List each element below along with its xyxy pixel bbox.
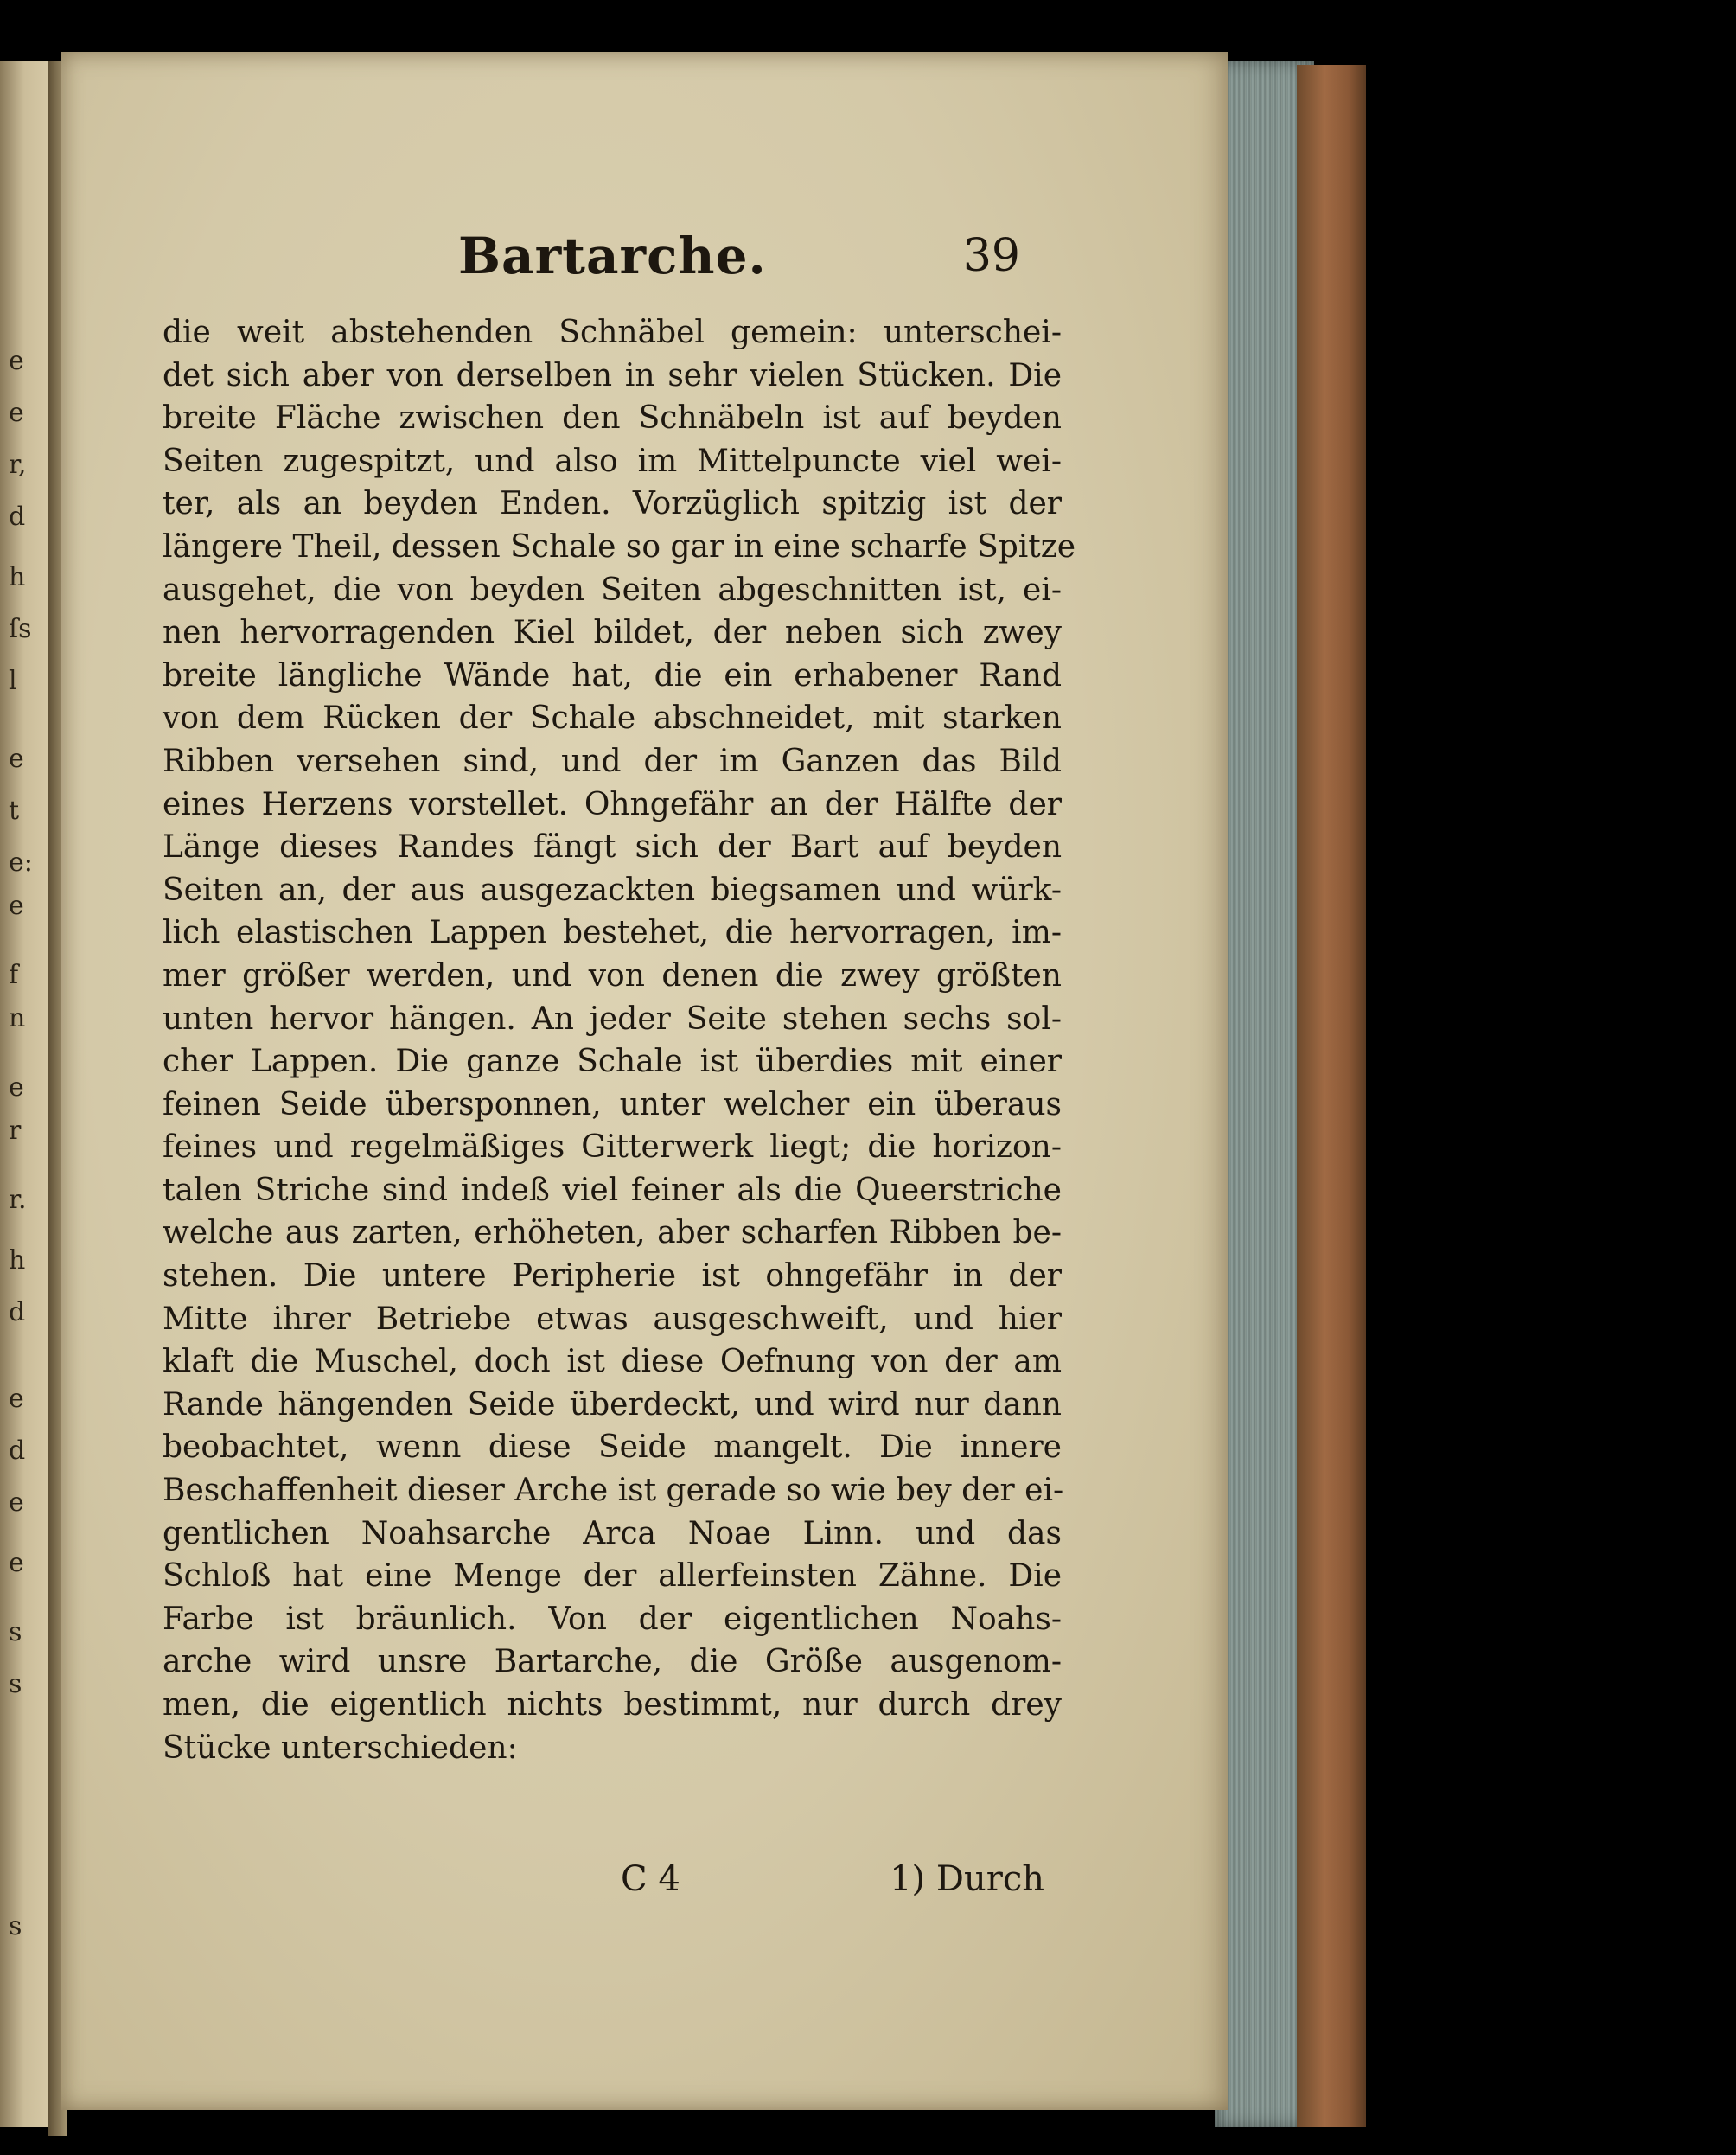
text-line: Schloß hat eine Menge der allerfeinsten Zähne. Die (163, 1558, 1062, 1595)
text-line: Rande hängenden Seide überdeckt, und wird nur dann (163, 1386, 1062, 1423)
leather-cover (1297, 65, 1366, 2127)
text-line: cher Lappen. Die ganze Schale ist überdies mit einer (163, 1044, 1062, 1080)
text-line: Seiten an, der aus ausgezackten biegsamen und würk- (163, 872, 1062, 908)
text-line: Farbe ist bräunlich. Von der eigentlichen Noahs- (163, 1601, 1062, 1637)
facing-page-fragment: h (9, 562, 26, 592)
text-line: stehen. Die untere Peripherie ist ohngefähr in der (163, 1258, 1062, 1295)
text-line: nen hervorragenden Kiel bildet, der neben sich zwey (163, 615, 1062, 651)
facing-page-sliver (0, 61, 54, 2127)
text-line: unten hervor hängen. An jeder Seite stehen sechs sol- (163, 1001, 1062, 1037)
facing-page-fragment: l (9, 666, 17, 696)
text-line: beobachtet, wenn diese Seide mangelt. Die innere (163, 1429, 1062, 1466)
text-line: Seiten zugespitzt, und also im Mittelpuncte viel wei- (163, 443, 1062, 479)
text-line: lich elastischen Lappen bestehet, die hervorragen, im- (163, 915, 1062, 951)
facing-page-fragment: r, (9, 450, 27, 480)
facing-page-fragment: e (9, 1072, 24, 1103)
facing-page-fragment: e (9, 398, 24, 428)
page-number: 39 (962, 230, 1020, 282)
facing-page-fragment: s (9, 1669, 22, 1699)
text-line: Stücke unterschieden: (163, 1730, 518, 1766)
text-line: Beschaffenheit dieser Arche ist gerade so wie bey der ei- (163, 1473, 1064, 1509)
text-line: eines Herzens vorstellet. Ohngefähr an der Hälfte der (163, 786, 1062, 822)
facing-page-fragment: d (9, 1436, 26, 1466)
text-line: men, die eigentlich nichts bestimmt, nur durch drey (163, 1687, 1062, 1723)
text-line: Länge dieses Randes fängt sich der Bart auf beyden (163, 829, 1062, 866)
text-line: feines und regelmäßiges Gitterwerk liegt; die horizon- (163, 1129, 1062, 1166)
signature-mark: C 4 (621, 1859, 680, 1899)
text-line: breite längliche Wände hat, die ein erhabener Rand (163, 657, 1062, 694)
text-line: ter, als an beyden Enden. Vorzüglich spitzig ist der (163, 486, 1062, 522)
catchword: 1) Durch (890, 1859, 1044, 1899)
text-line: Ribben versehen sind, und der im Ganzen das Bild (163, 743, 1062, 779)
page-footer (163, 1859, 1062, 1911)
facing-page-fragment: f (9, 960, 19, 990)
text-line: gentlichen Noahsarche Arca Noae Linn. und das (163, 1515, 1062, 1551)
facing-page-fragment: e (9, 346, 24, 376)
text-line: klaft die Muschel, doch ist diese Oefnung von der am (163, 1344, 1062, 1380)
facing-page-fragment: d (9, 1297, 26, 1327)
facing-page-fragment: e (9, 1384, 24, 1414)
text-line: Mitte ihrer Betriebe etwas ausgeschweift, und hier (163, 1301, 1062, 1337)
facing-page-fragment: s (9, 1617, 22, 1647)
text-line: feinen Seide übersponnen, unter welcher ein überaus (163, 1086, 1062, 1122)
text-line: längere Theil, dessen Schale so gar in eine scharfe Spitze (163, 528, 1076, 565)
facing-page-fragment: s (9, 1911, 22, 1941)
text-line: die weit abstehenden Schnäbel gemein: unterschei- (163, 315, 1062, 350)
text-line: arche wird unsre Bartarche, die Größe ausgenom- (163, 1644, 1062, 1680)
facing-page-fragment: e: (9, 847, 33, 878)
text-line: det sich aber von derselben in sehr vielen Stücken. Die (163, 357, 1062, 393)
facing-page-fragment: e (9, 1548, 24, 1578)
text-line: welche aus zarten, erhöheten, aber scharfen Ribben be- (163, 1215, 1062, 1251)
text-line: mer größer werden, und von denen die zwey größten (163, 957, 1062, 994)
facing-page-fragment: d (9, 502, 26, 532)
text-line: talen Striche sind indeß viel feiner als die Queerstriche (163, 1172, 1062, 1208)
facing-page-fragment: r (9, 1116, 22, 1146)
facing-page-fragment: t (9, 796, 20, 826)
text-line: breite Fläche zwischen den Schnäbeln ist auf beyden (163, 400, 1062, 437)
facing-page-fragment: e (9, 1487, 24, 1518)
facing-page-fragment: h (9, 1245, 26, 1276)
text-line: von dem Rücken der Schale abschneidet, mit starken (163, 700, 1062, 737)
page-header (415, 227, 1072, 304)
running-head: Bartarche. (458, 227, 767, 285)
facing-page-fragment: ſs (9, 614, 32, 644)
facing-page-fragment: n (9, 1003, 26, 1033)
text-line: ausgehet, die von beyden Seiten abgeschnitten ist, ei- (163, 572, 1062, 608)
facing-page-fragment: e (9, 891, 24, 921)
facing-page-fragment: e (9, 744, 24, 774)
facing-page-fragment: r. (9, 1185, 27, 1215)
body-text (163, 311, 1076, 1769)
